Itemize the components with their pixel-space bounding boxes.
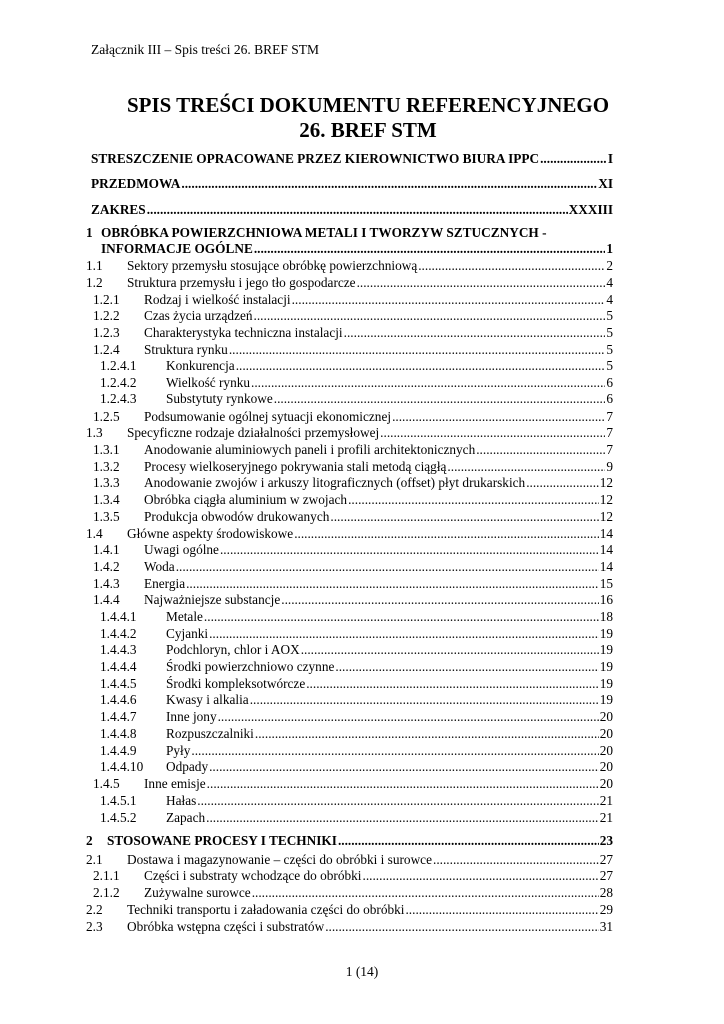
toc-entry-label: Specyficzne rodzaje działalności przemysłowej	[127, 425, 380, 440]
toc-entry-page: 4	[606, 292, 613, 307]
toc-entry[interactable]	[93, 508, 613, 525]
toc-entry-number: 1.3.1	[93, 442, 120, 457]
toc-leader	[380, 424, 605, 441]
toc-entry-page: 19	[599, 676, 613, 691]
toc-entry-number: 1.4.4.9	[100, 743, 137, 758]
toc-entry-number: 1.4.4.3	[100, 642, 137, 657]
toc-entry-page: 21	[599, 793, 613, 808]
toc-entry-number: 1.4.2	[93, 559, 120, 574]
toc-entry[interactable]	[93, 867, 613, 884]
toc-entry-page: 29	[599, 902, 613, 917]
toc-entry[interactable]	[86, 851, 613, 868]
toc-entry[interactable]	[93, 575, 613, 592]
document-title: SPIS TREŚCI DOKUMENTU REFERENCYJNEGO	[126, 93, 610, 117]
toc-leader	[363, 867, 599, 884]
toc-entry-label: Charakterystyka techniczna instalacji	[144, 325, 343, 340]
toc-entry-page: 27	[599, 868, 613, 883]
toc-entry-number: 1.2	[86, 275, 103, 290]
toc-entry-label: Odpady	[166, 759, 209, 774]
toc-entry-page: 14	[599, 559, 613, 574]
toc-entry-label: Podsumowanie ogólnej sytuacji ekonomicznej	[144, 409, 392, 424]
toc-entry-label: ZAKRES	[91, 202, 146, 217]
toc-entry-number: 1.4.4.4	[100, 659, 137, 674]
toc-entry-label: Części i substraty wchodzące do obróbki	[144, 868, 362, 883]
toc-leader	[301, 641, 599, 658]
toc-entry[interactable]	[93, 441, 613, 458]
toc-entry-page: 5	[606, 308, 613, 323]
toc-entry-number: 2.1	[86, 852, 103, 867]
toc-entry-page: 19	[599, 626, 613, 641]
toc-entry-number: 2.3	[86, 919, 103, 934]
toc-entry[interactable]	[93, 558, 613, 575]
toc-leader	[281, 591, 598, 608]
toc-leader	[344, 324, 606, 341]
toc-leader	[338, 832, 599, 849]
toc-entry[interactable]	[93, 341, 613, 358]
toc-entry-label: Hałas	[166, 793, 197, 808]
toc-leader	[176, 558, 599, 575]
toc-entry-page: 4	[606, 275, 613, 290]
toc-entry-label: Konkurencja	[166, 358, 235, 373]
toc-leader	[274, 390, 606, 407]
toc-entry-page: 7	[606, 425, 613, 440]
toc-entry-page: XXXIII	[568, 202, 613, 217]
toc-leader	[526, 474, 599, 491]
toc-entry-label: Główne aspekty środowiskowe	[127, 526, 294, 541]
toc-leader	[392, 408, 605, 425]
toc-entry[interactable]	[93, 324, 613, 341]
toc-entry-page: 2	[606, 258, 613, 273]
toc-entry-page: 1	[606, 241, 613, 256]
toc-leader	[206, 809, 599, 826]
toc-entry[interactable]	[100, 809, 613, 826]
toc-entry-label: Procesy wielkoseryjnego pokrywania stali metodą ciągłą	[144, 459, 447, 474]
toc-entry[interactable]	[91, 175, 613, 192]
toc-entry-number: 1.4.4.10	[100, 759, 144, 774]
toc-entry-page: 16	[599, 592, 613, 607]
toc-entry-number: 1.4.4.1	[100, 609, 137, 624]
toc-entry-label: Środki kompleksotwórcze	[166, 676, 306, 691]
toc-entry-page: 19	[599, 642, 613, 657]
toc-entry-label: Obróbka ciągła aluminium w zwojach	[144, 492, 348, 507]
toc-entry-label: Inne jony	[166, 709, 217, 724]
toc-entry-number: 1.2.5	[93, 409, 120, 424]
toc-leader	[447, 458, 605, 475]
toc-entry-number: 1.2.4	[93, 342, 120, 357]
toc-entry-page: 20	[599, 709, 613, 724]
toc-entry-page: 19	[599, 692, 613, 707]
toc-entry-label: Metale	[166, 609, 203, 624]
toc-entry[interactable]	[100, 742, 613, 759]
toc-entry-label: Anodowanie zwojów i arkuszy litograficznych (offset) płyt drukarskich	[144, 475, 526, 490]
toc-entry-label: Techniki transportu i załadowania części do obróbki	[127, 902, 405, 917]
toc-entry-page: 9	[606, 459, 613, 474]
toc-entry-number: 1.3.5	[93, 509, 120, 524]
toc-entry-label: Zużywalne surowce	[144, 885, 251, 900]
toc-entry-number: 1.3.2	[93, 459, 120, 474]
toc-entry-label: Produkcja obwodów drukowanych	[144, 509, 330, 524]
toc-leader	[197, 792, 598, 809]
toc-entry-number: 1.4.4.2	[100, 626, 137, 641]
toc-leader	[147, 201, 568, 218]
toc-chapter[interactable]	[86, 832, 613, 849]
toc-entry[interactable]	[100, 608, 613, 625]
toc-leader	[294, 525, 599, 542]
toc-entry-label: Podchloryn, chlor i AOX	[166, 642, 300, 657]
toc-entry-label: Cyjanki	[166, 626, 209, 641]
toc-entry-page: 28	[599, 885, 613, 900]
toc-entry-page: 20	[599, 776, 613, 791]
toc-entry-page: 15	[599, 576, 613, 591]
toc-entry[interactable]	[86, 525, 613, 542]
toc-entry-number: 1.4.5.1	[100, 793, 137, 808]
toc-leader	[220, 541, 599, 558]
toc-entry-page: 6	[606, 391, 613, 406]
toc-leader	[218, 708, 599, 725]
toc-entry-number: 2.1.1	[93, 868, 120, 883]
toc-entry-number: 2.1.2	[93, 885, 120, 900]
toc-entry-number: 1.2.2	[93, 308, 120, 323]
toc-entry-number: 1.2.1	[93, 292, 120, 307]
toc-leader	[209, 625, 599, 642]
toc-entry-page: 7	[606, 409, 613, 424]
toc-entry[interactable]	[93, 591, 613, 608]
toc-entry-label: STRESZCZENIE OPRACOWANE PRZEZ KIEROWNICTWO BIURA IPPC	[91, 151, 540, 166]
toc-entry-page: 14	[599, 542, 613, 557]
toc-entry-page: 23	[599, 833, 613, 848]
toc-entry[interactable]	[91, 201, 613, 218]
toc-entry[interactable]	[100, 792, 613, 809]
toc-entry-label: Struktura przemysłu i jego tło gospodarcze	[127, 275, 356, 290]
toc-entry[interactable]	[100, 374, 613, 391]
toc-leader	[330, 508, 598, 525]
toc-entry[interactable]	[100, 725, 613, 742]
toc-chapter[interactable]	[86, 224, 613, 241]
toc-entry-number: 1.4.4.5	[100, 676, 137, 691]
toc-entry[interactable]	[100, 675, 613, 692]
toc-entry-label: INFORMACJE OGÓLNE	[101, 241, 253, 256]
toc-entry-number: 1.3.3	[93, 475, 120, 490]
toc-entry-label: Zapach	[166, 810, 206, 825]
toc-entry-page: 7	[606, 442, 613, 457]
toc-leader	[325, 918, 599, 935]
toc-entry-page: 21	[599, 810, 613, 825]
toc-entry-page: 27	[599, 852, 613, 867]
toc-entry-page: 20	[599, 759, 613, 774]
toc-entry-page: 5	[606, 358, 613, 373]
toc-entry-number: 1.1	[86, 258, 103, 273]
toc-entry[interactable]	[93, 291, 613, 308]
toc-leader	[418, 257, 605, 274]
toc-entry-number: 1.3	[86, 425, 103, 440]
toc-entry-label: Sektory przemysłu stosujące obróbkę powierzchniową	[127, 258, 418, 273]
toc-entry-number: 2	[86, 833, 93, 848]
toc-entry-label: Środki powierzchniowo czynne	[166, 659, 335, 674]
toc-leader	[433, 851, 599, 868]
toc-entry-label: Substytuty rynkowe	[166, 391, 273, 406]
toc-leader	[292, 291, 606, 308]
toc-leader	[204, 608, 599, 625]
toc-entry-number: 1.2.4.1	[100, 358, 137, 373]
toc-entry[interactable]	[100, 658, 613, 675]
toc-entry[interactable]	[100, 758, 613, 775]
toc-entry-number: 1.2.4.3	[100, 391, 137, 406]
toc-entry-label: Energia	[144, 576, 186, 591]
toc-entry-label: Rodzaj i wielkość instalacji	[144, 292, 291, 307]
toc-entry-label: OBRÓBKA POWIERZCHNIOWA METALI I TWORZYW SZTUCZNYCH -	[101, 225, 547, 240]
toc-leader	[229, 341, 606, 358]
toc-entry-label: STOSOWANE PROCESY I TECHNIKI	[107, 833, 337, 848]
toc-entry-page: XI	[598, 176, 613, 191]
toc-entry-number: 1.4	[86, 526, 103, 541]
toc-entry-number: 1.4.4.6	[100, 692, 137, 707]
document-subtitle: 26. BREF STM	[299, 118, 437, 142]
toc-entry-number: 1.4.5.2	[100, 810, 137, 825]
toc-entry-page: 12	[599, 492, 613, 507]
toc-leader	[236, 357, 606, 374]
toc-entry[interactable]	[100, 357, 613, 374]
toc-entry-label: Najważniejsze substancje	[144, 592, 281, 607]
toc-entry-number: 2.2	[86, 902, 103, 917]
toc-leader	[254, 240, 606, 257]
toc-entry-number: 1.4.3	[93, 576, 120, 591]
toc-leader	[335, 658, 598, 675]
toc-entry[interactable]	[93, 884, 613, 901]
toc-entry-page: 12	[599, 475, 613, 490]
toc-leader	[250, 691, 599, 708]
toc-entry-number: 1.3.4	[93, 492, 120, 507]
toc-leader	[540, 150, 607, 167]
toc-entry[interactable]	[86, 274, 613, 291]
toc-entry-label: Anodowanie aluminiowych paneli i profili architektonicznych	[144, 442, 476, 457]
toc-leader	[405, 901, 598, 918]
toc-entry-label: Kwasy i alkalia	[166, 692, 249, 707]
toc-entry[interactable]	[86, 918, 613, 935]
toc-entry-number: 1.2.3	[93, 325, 120, 340]
toc-entry-page: 19	[599, 659, 613, 674]
toc-entry[interactable]	[93, 491, 613, 508]
toc-leader	[476, 441, 605, 458]
page-number: 1 (14)	[345, 964, 379, 979]
toc-entry-number: 1.4.4.8	[100, 726, 137, 741]
toc-leader	[191, 742, 598, 759]
toc-leader	[357, 274, 606, 291]
toc-entry[interactable]	[93, 408, 613, 425]
toc-entry-label: Wielkość rynku	[166, 375, 251, 390]
toc-entry-label: Rozpuszczalniki	[166, 726, 254, 741]
toc-entry-number: 1.2.4.2	[100, 375, 137, 390]
toc-entry-page: 14	[599, 526, 613, 541]
toc-entry[interactable]	[91, 150, 613, 167]
toc-leader	[186, 575, 599, 592]
toc-entry-label: Inne emisje	[144, 776, 206, 791]
toc-entry-page: 18	[599, 609, 613, 624]
toc-entry[interactable]	[86, 257, 613, 274]
toc-entry-page: 5	[606, 342, 613, 357]
toc-entry[interactable]	[100, 691, 613, 708]
page-header: Załącznik III – Spis treści 26. BREF STM	[91, 42, 319, 57]
toc-entry-number: 1	[86, 225, 93, 240]
toc-entry[interactable]	[86, 901, 613, 918]
toc-leader	[255, 725, 599, 742]
toc-leader	[306, 675, 598, 692]
toc-entry-label: Dostawa i magazynowanie – części do obróbki i surowce	[127, 852, 432, 867]
toc-entry[interactable]	[86, 424, 613, 441]
toc-entry-page: 5	[606, 325, 613, 340]
toc-entry[interactable]	[100, 708, 613, 725]
toc-entry-number: 1.4.4	[93, 592, 120, 607]
toc-entry-label: Woda	[144, 559, 175, 574]
toc-leader	[254, 307, 606, 324]
toc-entry-number: 1.4.1	[93, 542, 120, 557]
toc-leader	[348, 491, 599, 508]
toc-leader	[207, 775, 599, 792]
toc-leader	[251, 374, 605, 391]
toc-entry[interactable]	[93, 307, 613, 324]
toc-entry[interactable]	[100, 641, 613, 658]
toc-entry-label: Obróbka wstępna części i substratów	[127, 919, 325, 934]
toc-entry-page: 12	[599, 509, 613, 524]
toc-chapter-cont[interactable]	[101, 240, 613, 257]
toc-entry-page: I	[607, 151, 613, 166]
toc-entry-page: 6	[606, 375, 613, 390]
toc-entry-number: 1.4.4.7	[100, 709, 137, 724]
toc-leader	[209, 758, 599, 775]
toc-entry-label: PRZEDMOWA	[91, 176, 181, 191]
toc-entry-label: Uwagi ogólne	[144, 542, 219, 557]
toc-entry-label: Struktura rynku	[144, 342, 228, 357]
toc-entry[interactable]	[93, 474, 613, 491]
toc-entry[interactable]	[100, 390, 613, 407]
toc-entry-page: 31	[599, 919, 613, 934]
toc-entry-page: 20	[599, 743, 613, 758]
toc-entry-number: 1.4.5	[93, 776, 120, 791]
toc-entry-label: Pyły	[166, 743, 191, 758]
toc-entry-label: Czas życia urządzeń	[144, 308, 253, 323]
toc-entry[interactable]	[93, 775, 613, 792]
toc-entry-page: 20	[599, 726, 613, 741]
toc-entry[interactable]	[93, 541, 613, 558]
toc-entry[interactable]	[100, 625, 613, 642]
toc-leader	[252, 884, 599, 901]
toc-entry[interactable]	[93, 458, 613, 475]
toc-leader	[181, 175, 597, 192]
